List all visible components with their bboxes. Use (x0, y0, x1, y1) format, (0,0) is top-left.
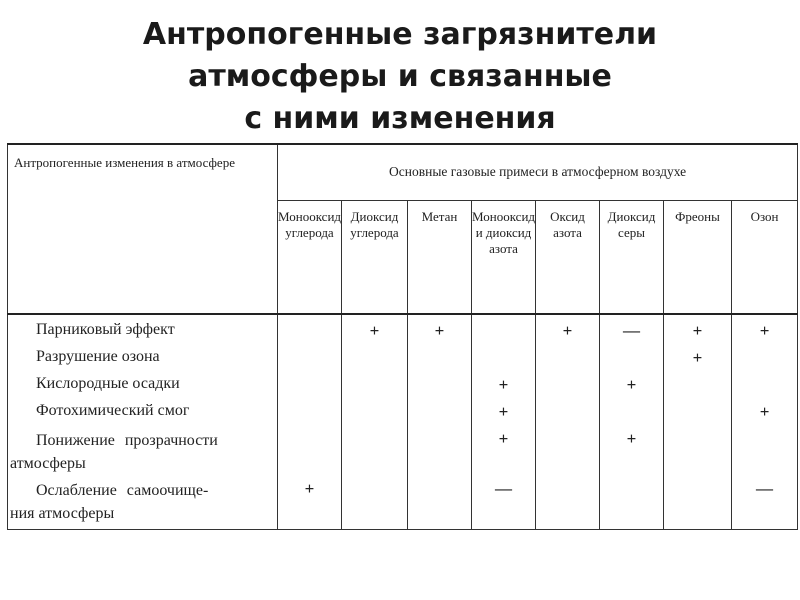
row-label-line-1: Понижение прозрачности (36, 432, 218, 449)
row-label-line-2: ния атмосферы (10, 505, 115, 522)
cell-mark (472, 348, 536, 375)
cell-mark: — (472, 479, 536, 530)
slide-title (0, 14, 800, 140)
cell-mark (536, 375, 600, 402)
cell-mark: + (536, 314, 600, 348)
row-label-line-2: атмосферы (10, 455, 86, 472)
row-label: Фотохимический смог (8, 402, 278, 429)
cell-mark (664, 479, 732, 530)
cell-mark (342, 429, 408, 479)
col-header: Диоксид серы (600, 200, 664, 314)
cell-mark (278, 375, 342, 402)
cell-mark (278, 429, 342, 479)
cell-mark (732, 348, 798, 375)
col-header: Монооксид и диоксид азота (472, 200, 536, 314)
cell-mark: + (342, 314, 408, 348)
title-line-3: с ними изменения (244, 101, 556, 136)
title-line-1: Антропогенные загрязнители (142, 17, 658, 52)
cell-mark (732, 375, 798, 402)
cell-mark: + (600, 429, 664, 479)
cell-mark (342, 375, 408, 402)
corner-header: Антропогенные изменения в атмосфере (8, 144, 278, 314)
cell-mark (472, 314, 536, 348)
table-row (8, 348, 798, 375)
col-header: Монооксид углерода (278, 200, 342, 314)
cell-mark: + (408, 314, 472, 348)
cell-mark (408, 375, 472, 402)
title-line-2: атмосферы и связанные (188, 59, 612, 94)
cell-mark: + (600, 375, 664, 402)
table-row (8, 375, 798, 402)
cell-mark: + (732, 314, 798, 348)
cell-mark (536, 402, 600, 429)
cell-mark (664, 402, 732, 429)
cell-mark (408, 479, 472, 530)
col-header: Метан (408, 200, 472, 314)
cell-mark (664, 375, 732, 402)
table-row (8, 402, 798, 429)
row-label (8, 479, 278, 530)
cell-mark (408, 402, 472, 429)
cell-mark (536, 479, 600, 530)
cell-mark: + (472, 375, 536, 402)
cell-mark: + (472, 429, 536, 479)
cell-mark (600, 348, 664, 375)
cell-mark: — (732, 479, 798, 530)
pollutants-table (7, 143, 798, 530)
cell-mark (664, 429, 732, 479)
cell-mark (536, 348, 600, 375)
row-label: Кислородные осадки (8, 375, 278, 402)
cell-mark (536, 429, 600, 479)
cell-mark (408, 429, 472, 479)
row-label: Разрушение озона (8, 348, 278, 375)
cell-mark (342, 479, 408, 530)
cell-mark: — (600, 314, 664, 348)
row-label (8, 429, 278, 479)
row-label-line-1: Ослабление самоочище- (36, 482, 209, 499)
cell-mark (732, 429, 798, 479)
cell-mark (278, 402, 342, 429)
cell-mark: + (278, 479, 342, 530)
cell-mark: + (664, 314, 732, 348)
table-row (8, 479, 798, 530)
group-header: Основные газовые примеси в атмосферном воздухе (278, 144, 798, 200)
col-header: Оксид азота (536, 200, 600, 314)
cell-mark (342, 402, 408, 429)
row-label: Парниковый эффект (8, 314, 278, 348)
cell-mark: + (732, 402, 798, 429)
table-row (8, 314, 798, 348)
table-row (8, 429, 798, 479)
cell-mark (600, 479, 664, 530)
col-header: Озон (732, 200, 798, 314)
cell-mark (342, 348, 408, 375)
cell-mark (408, 348, 472, 375)
col-header: Диоксид углерода (342, 200, 408, 314)
cell-mark (278, 314, 342, 348)
col-header: Фреоны (664, 200, 732, 314)
cell-mark: + (664, 348, 732, 375)
cell-mark (278, 348, 342, 375)
cell-mark: + (472, 402, 536, 429)
cell-mark (600, 402, 664, 429)
